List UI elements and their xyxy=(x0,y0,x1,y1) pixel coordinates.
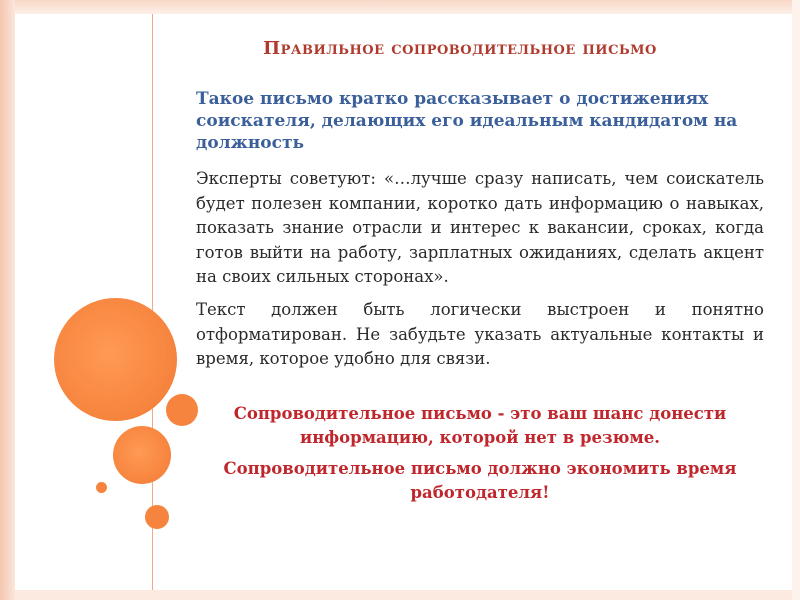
highlight-text: Сопроводительное письмо - это ваш шанс донести информацию, которой нет в резюме. xyxy=(233,404,727,447)
highlight-text: Сопроводительное письмо должно экономить время работодателя! xyxy=(223,459,737,502)
decorative-circle-large xyxy=(54,298,177,421)
lead-text: Такое письмо кратко рассказывает о достижениях соискателя, делающих его идеальным кандидатом на должность xyxy=(196,89,738,153)
decorative-circle-small xyxy=(166,394,198,426)
body-paragraph: Эксперты советуют: «…лучше сразу написать, чем соискатель будет полезен компании, коротко дать информацию о навыках, показать знание отрасли и интерес к вакансии, сроках, когда готов выйти на работу, зарплатных ожиданиях, сделать акцент на своих сильных сторонах». xyxy=(196,169,764,286)
slide-frame-left xyxy=(0,0,15,600)
decorative-circle-medium xyxy=(113,426,171,484)
slide-frame-bottom xyxy=(15,590,800,600)
body-paragraph: Текст должен быть логически выстроен и понятно отформатирован. Не забудьте указать актуальные контакты и время, которое удобно для связи. xyxy=(196,300,764,368)
decorative-vertical-line xyxy=(152,14,153,590)
slide-title: Правильное сопроводительное письмо xyxy=(263,38,657,59)
decorative-circle-small xyxy=(145,505,169,529)
slide-frame-top xyxy=(15,0,800,14)
decorative-circle-tiny xyxy=(96,482,107,493)
slide-frame-right xyxy=(792,0,800,600)
